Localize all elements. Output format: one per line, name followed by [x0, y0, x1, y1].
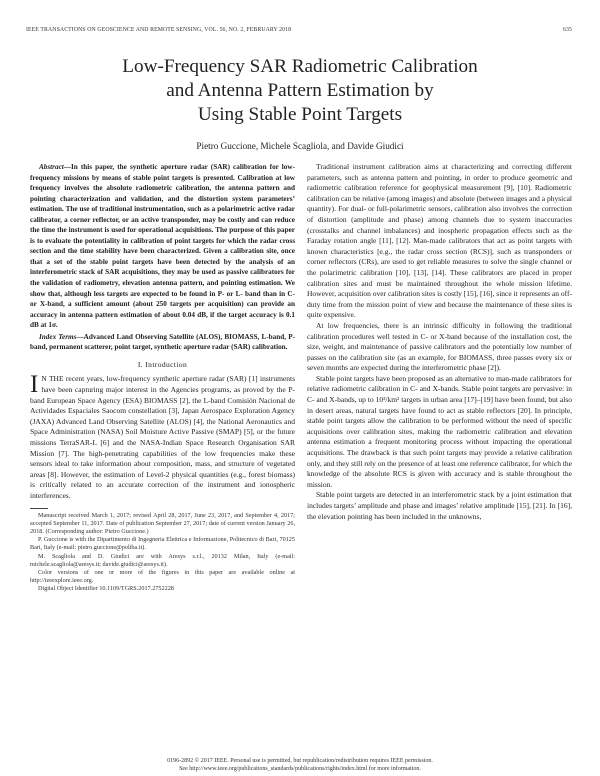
- page-number: 635: [563, 27, 572, 33]
- footnote-author-2: M. Scagliola and D. Giudici are with Aresys s.r.l., 20132 Milan, Italy (e-mail: michele.scagliola@aresys.it; davide.giudici@aresys.it).: [30, 552, 295, 568]
- title-line-3: Using Stable Point Targets: [197, 104, 403, 125]
- abstract-text: —In this paper, the synthetic aperture radar (SAR) calibration for low-frequency missions by means of stable point targets is presented. Calibration at low frequency involves the absolute radiometric calibration, the antenna pattern and pointing characterization and validation, and the distortion system parameters’ estimation. The use of traditional instrumentation, such as a polarimetric active radar calibrator, a corner reflector, or an active transponder, may be costly and can reduce the time the instrument is used for operational acquisitions. The purpose of this paper is to evaluate the potentiality in calibration of point targets for which the radar cross section and the time stability have been characterized. Given a calibration site, once that a set of the stable point targets have been detected by the analysis of an interferometric stack of SAR acquisitions, they may be used as passive calibrators for the validation of radiometry, elevation antenna pattern, and pointing estimation. We show that, although less targets are expected to be found in P- or L- band than in C- or X-band, a sufficient amount (about 250 targets per acquisition) can provide an accuracy in antenna pattern estimation of about 0.04 dB, if the target accuracy is 0.1 dB at 1σ.: [30, 163, 295, 330]
- title-line-1: Low-Frequency SAR Radiometric Calibration: [122, 56, 478, 77]
- body-paragraph-2: At low frequencies, there is an intrinsic difficulty in following the traditional calibration procedures well tested in C- or X-band because of the installation cost, the size, weight, and maintenance of passive calibrators and the potentially low number of passes on the calibration site (as an example, for BIOMASS, three passes every six or seven months are expected during the interferometric phase [2]).: [307, 320, 572, 373]
- drop-cap: I: [30, 371, 39, 399]
- body-paragraph-1: Traditional instrument calibration aims at characterizing and correcting different parameters, such as antenna pattern and pointing, in order to produce geometric and radiometric calibration reference for geophysical measurement [9], [10]. Radiometric calibration can be relative (among images) and absolute (between images and a physical quantity). For dual- or full-polarimetric sensors, calibration also involves the correction of distortion (amplitude and phase) among channels due to system inaccuracies (crosstalks and channel imbalances) and inospheric propagation effects such as the Faraday rotation angle [11], [12]. Man-made calibrators that act as point targets with known characteristics [e.g., the radar cross section (RCS)], such as transponders or corner reflectors (CRs), are used to get reliable measures to solve the single channel or the polarimetric calibration [10], [13], [14]. These calibrators are placed in proper calibration sites and must be maintained throughout the whole mission lifetime. However, acquisition over calibration sites is costly [15], [16], since it represents an off-duty time from the mission point of view and because the maintenance of these sites is quite expensive.: [307, 162, 572, 320]
- footnote-manuscript: Manuscript received March 1, 2017; revised April 28, 2017, June 23, 2017, and September 4, 2017; accepted September 11, 2017. Date of publication September 27, 2017; date of current version January 26, 2018. (Corresponding author: Pietro Guccione.): [30, 511, 295, 535]
- footnotes: [30, 512, 295, 594]
- footnote-rule: [30, 508, 48, 509]
- left-column: [30, 162, 295, 594]
- intro-paragraph-text: N THE recent years, low-frequency synthetic aperture radar (SAR) [1] instruments have been capturing major interest in the Agencies programs, as proved by the P-band European Space Agency (ESA) BIOMASS [2], the L-band Comisión Nacional de Actividades Espaciales Saocom constellation [3], Japan Aerospace Exploration Agency (JAXA) Advanced Land Observing Satellite (ALOS) [4], the National Aeronautics and Space Administration (NASA) Soil Moisture Active Passive (SMAP) [5], or the future missions TerraSAR-L [6] and the NASA-Indian Space Research Organisation SAR Mission [7]. The high-penetrating capabilities of the low frequencies make these sensors ideal to take information about composition, mass, and structure of vegetated areas [8]. However, the estimation of Level-2 physical quantities (e.g., forest biomass) is critically related to an accurate correction of the instrument and ionospheric interferences.: [30, 374, 295, 500]
- index-terms-text: —Advanced Land Observing Satellite (ALOS), BIOMASS, L-band, P-band, permanent scatterer, point target, synthetic aperture radar (SAR) calibration.: [30, 332, 295, 352]
- section-heading-introduction: I. Introduction: [137, 359, 188, 369]
- right-column: [307, 162, 572, 522]
- abstract: [30, 162, 295, 331]
- body-paragraph-4: Stable point targets are detected in an interferometric stack by a joint estimation that includes targets’ amplitude and phase and images’ relative amplitude [15], [21]. In [16], the elevation pointing has been included in the unknowns,: [307, 490, 572, 521]
- copyright-footer: [30, 757, 570, 773]
- copyright-line: 0196-2892 © 2017 IEEE. Personal use is permitted, but republication/redistribution requires IEEE permission.: [167, 758, 433, 764]
- footnote-author-1: P. Guccione is with the Dipartimento di Ingegneria Elettrica e Informazione, Politecnico di Bari, 70125 Bari, Italy (e-mail: pietro.guccione@poliba.it).: [30, 536, 295, 552]
- footnote-color-figures: Color versions of one or more of the figures in this paper are available online at http://ieeexplore.ieee.org.: [30, 568, 295, 585]
- intro-paragraph: [30, 371, 295, 501]
- author-list: Pietro Guccione, Michele Scagliola, and Davide Giudici: [196, 141, 404, 151]
- journal-name: IEEE TRANSACTIONS ON GEOSCIENCE AND REMOTE SENSING, VOL. 56, NO. 2, FEBRUARY 2018: [26, 27, 292, 33]
- body-paragraph-3: Stable point targets have been proposed as an alternative to man-made calibrators for relative radiometric calibration in C- and X-bands. Stable point targets are pervasive: in C- and X-bands, up to 10³/km² targets in urban area [17]–[19] have been found, but also in desert areas, natural targets have found to act as stable reflectors [20]. In principle, stable point targets allow the calibration to be performed without the need of specific acquisitions over calibration sites, making the radiometric calibration and elevation antenna estimation a frequent monitoring process without impacting the operational acquisitions. The drawback is that such point targets may provide a relative calibration only, and they still rely on the presence of at least one reference calibrator, for which the knowledge of the absolute RCS is given with accuracy and is stable throughout the mission.: [307, 373, 572, 489]
- title-line-2: and Antenna Pattern Estimation by: [166, 80, 434, 101]
- footnote-doi: Digital Object Identifier 10.1109/TGRS.2017.2752228: [38, 585, 174, 593]
- index-terms-label: Index Terms: [39, 332, 77, 341]
- rights-info-line: See http://www.ieee.org/publications_standards/publications/rights/index.html for more information.: [179, 766, 421, 772]
- index-terms: [30, 332, 295, 353]
- paper-title: [40, 55, 560, 127]
- abstract-label: Abstract: [39, 163, 64, 171]
